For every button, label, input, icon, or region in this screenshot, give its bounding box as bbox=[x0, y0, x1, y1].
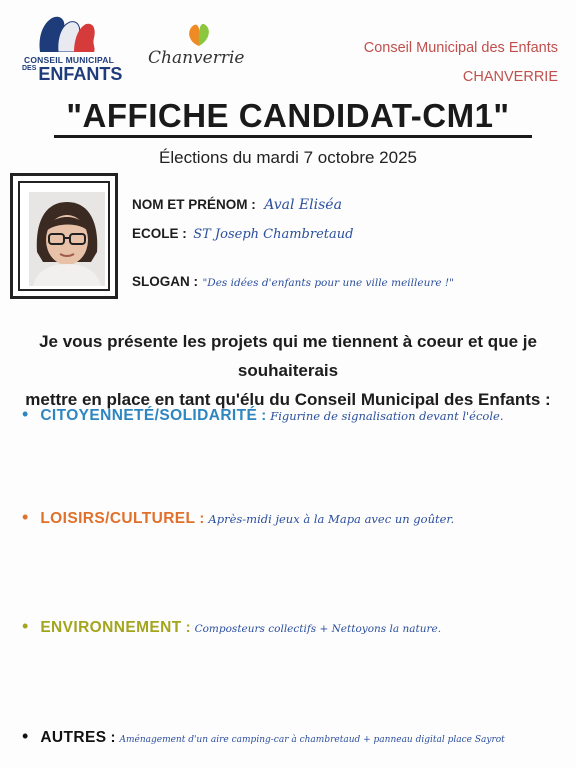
project-colon: : bbox=[110, 729, 116, 746]
candidate-portrait-icon bbox=[29, 192, 105, 286]
children-silhouettes-icon bbox=[36, 12, 98, 52]
candidate-photo-frame bbox=[10, 173, 118, 299]
slogan-value: "Des idées d'enfants pour une ville meilleure !" bbox=[202, 277, 454, 289]
leaf-logo-icon bbox=[184, 22, 214, 48]
slogan-label: SLOGAN : bbox=[132, 274, 198, 289]
project-category: ENVIRONNEMENT bbox=[40, 619, 182, 636]
intro-line2: mettre en place en tant qu'élu du Conseil Municipal des Enfants : bbox=[25, 390, 551, 409]
bullet-icon: • bbox=[22, 726, 29, 746]
name-label: NOM ET PRÉNOM : bbox=[132, 197, 256, 212]
chanverrie-logo-text: Chanverrie bbox=[148, 48, 245, 68]
project-value: Après-midi jeux à la Mapa avec un goûter. bbox=[208, 512, 455, 526]
school-field bbox=[132, 225, 353, 243]
project-category: AUTRES bbox=[40, 729, 107, 746]
school-value: ST Joseph Chambretaud bbox=[193, 227, 354, 242]
project-value: Composteurs collectifs + Nettoyons la nature. bbox=[194, 623, 442, 635]
cme-logo-line1: CONSEIL MUNICIPAL bbox=[24, 55, 114, 65]
council-line2: CHANVERRIE bbox=[462, 69, 558, 85]
intro-text bbox=[0, 327, 576, 414]
intro-line1: Je vous présente les projets qui me tiennent à coeur et que je souhaiterais bbox=[39, 332, 537, 380]
bullet-icon: • bbox=[22, 404, 29, 424]
project-other bbox=[22, 726, 505, 747]
project-leisure bbox=[22, 507, 454, 528]
school-label: ECOLE : bbox=[132, 226, 187, 241]
project-colon: : bbox=[199, 510, 205, 527]
election-date: Élections du mardi 7 octobre 2025 bbox=[159, 148, 417, 167]
project-value: Figurine de signalisation devant l'école. bbox=[270, 409, 504, 423]
cme-logo-des: DES bbox=[22, 65, 37, 72]
project-colon: : bbox=[185, 619, 191, 636]
project-value: Aménagement d'un aire camping-car à chambretaud + panneau digital place Sayrot bbox=[119, 735, 505, 745]
project-colon: : bbox=[261, 407, 267, 424]
project-category: CITOYENNETÉ/SOLIDARITÉ bbox=[40, 407, 258, 424]
candidate-photo bbox=[29, 192, 105, 286]
bullet-icon: • bbox=[22, 616, 29, 636]
bullet-icon: • bbox=[22, 507, 29, 527]
council-line1: Conseil Municipal des Enfants bbox=[363, 40, 558, 56]
cme-logo-enfants: ENFANTS bbox=[38, 64, 123, 84]
name-value: Aval Eliséa bbox=[264, 197, 342, 213]
name-field bbox=[132, 196, 342, 214]
project-environment bbox=[22, 616, 441, 637]
chanverrie-logo bbox=[148, 22, 244, 70]
project-category: LOISIRS/CULTUREL bbox=[40, 510, 196, 527]
title-underline bbox=[54, 135, 532, 138]
cme-logo bbox=[14, 12, 124, 82]
slogan-field bbox=[132, 273, 454, 291]
cme-logo-line2 bbox=[14, 65, 124, 83]
project-citizenship bbox=[22, 404, 504, 425]
poster-title: "AFFICHE CANDIDAT-CM1" bbox=[66, 97, 510, 134]
council-name bbox=[364, 34, 558, 92]
